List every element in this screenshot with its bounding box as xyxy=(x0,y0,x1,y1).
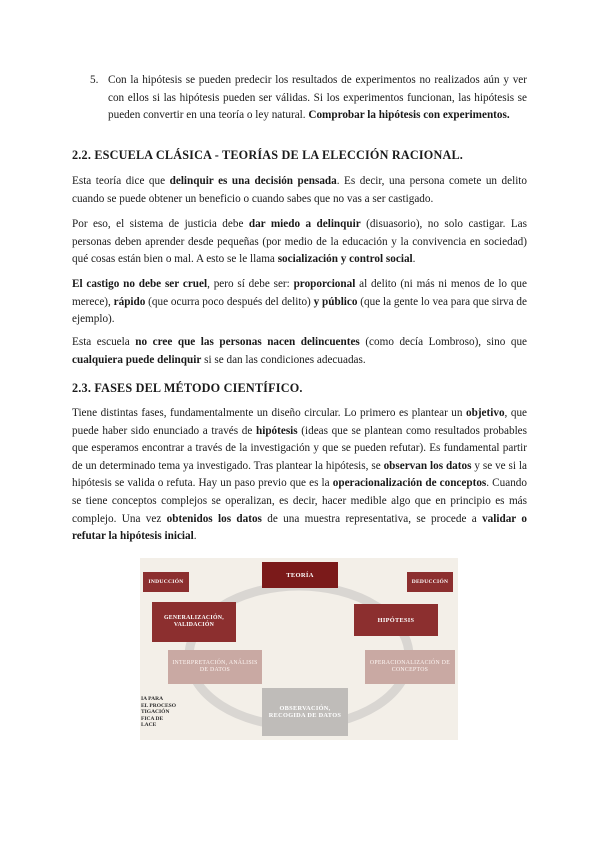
paragraph-punishment: El castigo no debe ser cruel, pero sí debe ser: proporcional al delito (ni más ni menos de lo que merece), rápido (que ocurra poco después del delito) y público (que la gente lo vea para que sirva de ejemplo). xyxy=(72,278,527,326)
box-interpretacion: INTERPRETACIÓN, ANÁLISIS DE DATOS xyxy=(168,650,262,684)
box-observacion: OBSERVACIÓN, RECOGIDA DE DATOS xyxy=(262,688,348,736)
scientific-method-diagram xyxy=(140,558,458,740)
list-item-text: Con la hipótesis se pueden predecir los resultados de experimentos no realizados aún y ver con ellos si las hipótesis pueden ser válidas. Si los experimentos funcionan, las hipótesis se pueden convertir en una teoría o ley natural. Comprobar la hipótesis con experimentos. xyxy=(108,74,527,122)
paragraph-scientific-method: Tiene distintas fases, fundamentalmente un diseño circular. Lo primero es plantear un objetivo, que puede haber sido enunciado a través de hipótesis (ideas que se plantean como resultados probables que esperamos encontrar a través de la investigación y que se pueden refutar). Es fundamental partir de un determinado tema ya investigado. Tras plantear la hipótesis, se observan los datos y se ve si la hipótesis se valida o refuta. Hay un paso previo que es la operacionalización de conceptos. Cuando se tiene conceptos complejos se operalizan, es decir, hacer medible algo que en principio es más complejo. Una vez obtenidos los datos de una muestra representativa, se procede a validar o refutar la hipótesis inicial. xyxy=(72,407,528,543)
box-induccion: INDUCCIÓN xyxy=(143,572,189,592)
section-heading-2-2: 2.2. ESCUELA CLÁSICA - TEORÍAS DE LA ELECCIÓN RACIONAL. xyxy=(72,148,464,162)
box-deduccion: DEDUCCIÓN xyxy=(407,572,453,592)
paragraph-rational-choice: Esta teoría dice que delinquir es una decisión pensada. Es decir, una persona comete un delito cuando se puede obtener un beneficio o cuando sabes que no vas a ser castigado. xyxy=(72,175,528,205)
box-generalizacion: GENERALIZACIÓN, VALIDACIÓN xyxy=(152,602,236,642)
box-hipotesis: HIPÓTESIS xyxy=(354,604,438,636)
cropped-caption: IA PARA EL PROCESO TIGACIÓN FICA DE LACE xyxy=(141,696,176,729)
paragraph-justice-system: Por eso, el sistema de justicia debe dar miedo a delinquir (disuasorio), no solo castigar. Las personas deben aprender desde pequeñas (por medio de la educación y la convivencia en sociedad) qué cosas están bien o mal. A esto se le llama socialización y control social. xyxy=(72,218,527,266)
section-heading-2-3: 2.3. FASES DEL MÉTODO CIENTÍFICO. xyxy=(72,381,303,395)
list-item-number: 5. xyxy=(90,74,99,86)
box-operacionalizacion: OPERACIONALIZACIÓN DE CONCEPTOS xyxy=(365,650,455,684)
box-teoria: TEORÍA xyxy=(262,562,338,588)
paragraph-lombroso: Esta escuela no cree que las personas nacen delincuentes (como decía Lombroso), sino que cualquiera puede delinquir si se dan las condiciones adecuadas. xyxy=(72,336,527,366)
